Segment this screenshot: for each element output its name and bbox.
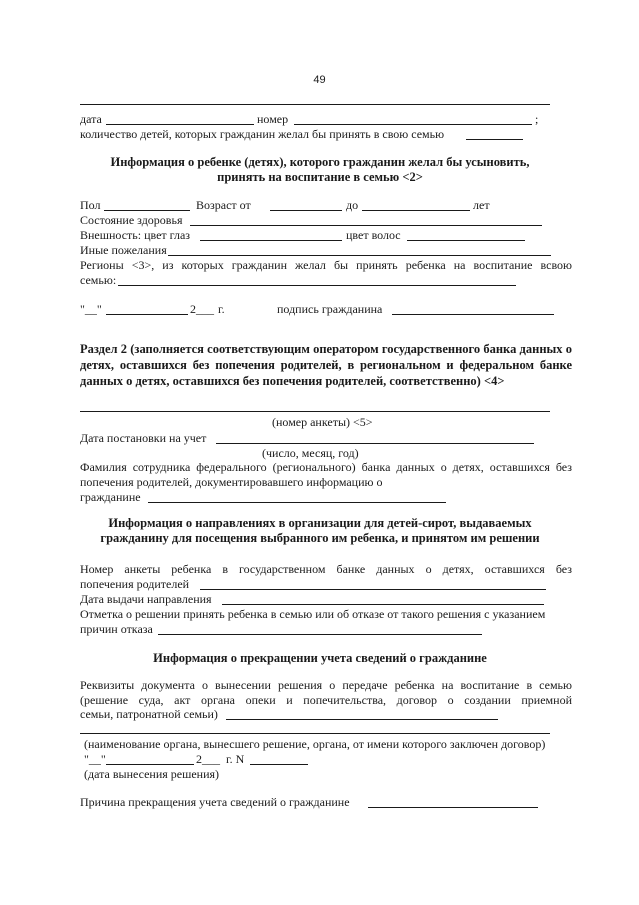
child-info-heading-line2: принять на воспитание в семью <2> [217,170,423,184]
signature-field[interactable] [392,314,554,315]
registration-date-field[interactable] [216,443,534,444]
years-label: лет [473,198,490,212]
date-caption: (число, месяц, год) [262,446,359,460]
date-label: дата [80,112,102,126]
health-field[interactable] [190,225,542,226]
sex-field[interactable] [104,210,190,211]
semicolon: ; [535,112,539,126]
decision-date-quote: "__" [84,752,106,766]
section2-text: Раздел 2 (заполняется соответствующим оператором государственного банка данных о детях, оставшихся без попечения родителей, в региональном и федеральном банке данных о детях, оставшихся без попечения родителей, соответственно) <4> [80,342,572,388]
wishes-label: Иные пожелания [80,243,167,257]
health-label: Состояние здоровья [80,213,183,227]
citizen-field[interactable] [148,502,446,503]
age-to-label: до [346,198,359,212]
refusal-field[interactable] [158,634,482,635]
decision-number-field[interactable] [250,764,308,765]
referrals-heading-line2: гражданину для посещения выбранного им ребенка, и принятом им решении [100,531,540,545]
issue-date-label: Дата выдачи направления [80,592,212,606]
citizen-label: гражданине [80,490,141,504]
wishes-field[interactable] [168,255,551,256]
blank-line[interactable] [80,104,550,105]
hair-color-field[interactable] [407,240,525,241]
registration-date-label: Дата постановки на учет [80,431,207,445]
refusal-label: причин отказа [80,622,153,636]
eye-color-field[interactable] [200,240,342,241]
children-count-label: количество детей, которых гражданин желал бы принять в свою семью [80,127,445,141]
number-field[interactable] [294,124,532,125]
signature-label: подпись гражданина [277,302,383,316]
hair-color-label: цвет волос [346,228,401,242]
age-to-field[interactable] [362,210,470,211]
issue-date-field[interactable] [222,604,544,605]
date-field[interactable] [106,124,254,125]
requisites-text: Реквизиты документа о вынесении решения о передаче ребенка на воспитание в семью (решение суда, акт органа опеки и попечительства, договор о создании приемной [80,678,572,707]
signature-date-field[interactable] [106,314,188,315]
children-count-field[interactable] [466,139,523,140]
child-info-heading-line1: Информация о ребенке (детях), которого гражданин желал бы усыновить, [110,155,530,169]
form-number-text: Номер анкеты ребенка в государственном банке данных о детях, оставшихся без [80,562,572,576]
family-label: семью: [80,273,117,287]
reason-field[interactable] [368,807,538,808]
child-form-number-field[interactable] [200,589,546,590]
page-number: 49 [313,74,326,86]
regions-field[interactable] [118,285,516,286]
referrals-heading-line1: Информация о направлениях в организации для детей-сирот, выдаваемых [108,516,532,530]
decision-text: Отметка о решении принять ребенка в семью или об отказе от такого решения с указанием [80,607,546,621]
age-from-label: Возраст от [196,198,251,212]
age-from-field[interactable] [270,210,342,211]
number-label: номер [257,112,289,126]
signature-year: 2___ [190,302,214,316]
employee-text: Фамилия сотрудника федерального (регионального) банка данных о детях, оставшихся без попечения родителей, документировавшего информацию о [80,460,572,489]
sex-label: Пол [80,198,101,212]
reason-label: Причина прекращения учета сведений о гражданине [80,795,350,809]
form-number-field[interactable] [80,411,550,412]
decision-date-field[interactable] [106,764,194,765]
authority-caption: (наименование органа, вынесшего решение, органа, от имени которого заключен договор) [84,737,546,751]
authority-field[interactable] [80,733,550,734]
no-care-label: попечения родителей [80,577,190,591]
termination-heading: Информация о прекращении учета сведений о гражданине [153,651,487,665]
signature-year-suffix: г. [218,302,225,316]
decision-date-caption: (дата вынесения решения) [84,767,220,781]
eye-color-label: Внешность: цвет глаз [80,228,191,242]
requisites-field[interactable] [226,719,498,720]
signature-date-quote: "__" [80,302,102,316]
regions-text: Регионы <3>, из которых гражданин желал бы принять ребенка на воспитание всвою [80,258,572,272]
decision-year: 2___ [196,752,220,766]
requisites-tail: семьи, патронатной семьи) [80,707,218,721]
form-number-caption: (номер анкеты) <5> [272,415,373,429]
decision-number-label: г. N [226,752,245,766]
